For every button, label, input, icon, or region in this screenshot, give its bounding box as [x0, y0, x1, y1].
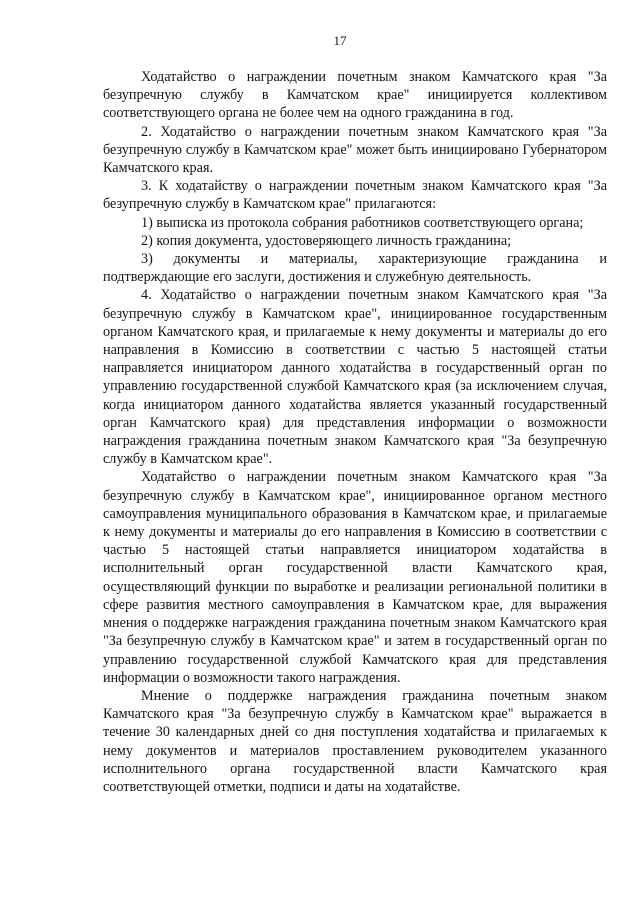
list-item-1: 1) выписка из протокола собрания работников соответствующего органа; [141, 214, 584, 231]
paragraph-5: Ходатайство о награждении почетным знаком Камчатского края "За безупречную службу в Камчатском крае", инициированное органом местного самоуправления муниципального образования в Камчатском крае, и прилагаемые к нему документы и материалы до его направления в Комиссию в соответствии с частью 5 настоящей статьи направляется инициатором ходатайства в исполнительный орган государственной власти Камчатского края, осуществляющий функции по выработке и реализации региональной политики в сфере развития местного самоуправления в Камчатском крае, для выражения мнения о поддержке награждения гражданина почетным знаком Камчатского края "За безупречную службу в Камчатском крае" и затем в государственный орган по управлению государственной службой Камчатского края для представления информации о возможности такого награждения. [103, 469, 607, 686]
page-number: 17 [333, 33, 347, 48]
paragraph-6: Мнение о поддержке награждения гражданина почетным знаком Камчатского края "За безупречную службу в Камчатском крае" выражается в течение 30 календарных дней со дня поступления ходатайства и прилагаемых к нему документов и материалов проставлением руководителем указанного исполнительного органа государственной власти Камчатского края соответствующей отметки, подписи и даты на ходатайстве. [103, 687, 607, 795]
list-item-2: 2) копия документа, удостоверяющего личность гражданина; [141, 232, 512, 249]
paragraph-4: 4. Ходатайство о награждении почетным знаком Камчатского края "За безупречную службу в Камчатском крае", инициированное государственным органом Камчатского края, и прилагаемые к нему документы и материалы до его направления в Комиссию в соответствии с частью 5 настоящей статьи направляется инициатором данного ходатайства в государственный орган по управлению государственной службой Камчатского края (за исключением случая, когда инициатором данного ходатайства является указанный государственный орган Камчатского края) для представления информации о возможности награждения гражданина почетным знаком Камчатского края "За безупречную службу в Камчатском крае". [103, 287, 607, 468]
document-body [103, 68, 607, 796]
paragraph-3: 3. К ходатайству о награждении почетным знаком Камчатского края "За безупречную службу в Камчатском крае" прилагаются: [103, 178, 607, 213]
paragraph-1: Ходатайство о награждении почетным знаком Камчатского края "За безупречную службу в Камчатском крае" инициируется коллективом соответствующего органа не более чем на одного гражданина в год. [103, 69, 607, 122]
list-item-3: 3) документы и материалы, характеризующие гражданина и подтверждающие его заслуги, достижения и служебную деятельность. [103, 251, 607, 286]
paragraph-2: 2. Ходатайство о награждении почетным знаком Камчатского края "За безупречную службу в Камчатском крае" может быть инициировано Губернатором Камчатского края. [103, 123, 607, 177]
